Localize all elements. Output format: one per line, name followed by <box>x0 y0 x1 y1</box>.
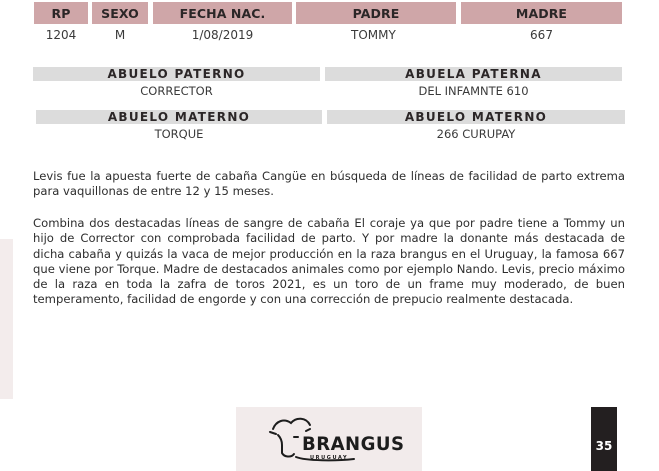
value-madre: 667 <box>530 28 553 42</box>
value-padre: TOMMY <box>351 28 396 42</box>
header-fecha-nac: FECHA NAC. <box>153 2 292 24</box>
description-paragraph-1: Levis fue la apuesta fuerte de cabaña Cangüe en búsqueda de líneas de facilidad de parto extrema para vaquillonas de entre 12 y 15 meses. <box>33 169 625 199</box>
paternal-grandmother-value: DEL INFAMNTE 610 <box>418 83 529 98</box>
maternal-grandfather-label: ABUELO MATERNO <box>36 110 322 124</box>
maternal-grandmother-value: 266 CURUPAY <box>436 126 516 141</box>
maternal-grandmother-label: ABUELO MATERNO <box>327 110 625 124</box>
decorative-side-bar <box>0 239 13 399</box>
header-padre: PADRE <box>296 2 456 24</box>
paternal-grandfather-value: CORRECTOR <box>140 83 213 98</box>
header-rp: RP <box>34 2 88 24</box>
value-rp: 1204 <box>45 28 77 42</box>
paternal-grandmother-label: ABUELA PATERNA <box>325 67 622 81</box>
header-madre: MADRE <box>461 2 622 24</box>
value-sexo: M <box>114 28 126 42</box>
paternal-grandfather-label: ABUELO PATERNO <box>33 67 320 81</box>
value-fecha-nac: 1/08/2019 <box>191 28 254 42</box>
logo-brand-text: BRANGUS <box>302 433 405 455</box>
logo-sub-text: URUGUAY <box>310 455 349 461</box>
page-number-tab <box>591 407 617 471</box>
maternal-grandfather-value: TORQUE <box>154 126 204 141</box>
header-sexo: SEXO <box>92 2 148 24</box>
page-number: 35 <box>595 439 613 453</box>
description-paragraph-2: Combina dos destacadas líneas de sangre de cabaña El coraje ya que por padre tiene a Tommy un hijo de Corrector con comprobada facilidad de parto. Y por madre la donante más destacada de dicha cabaña y quizás la vaca de mejor producción en la raza brangus en el Uruguay, la famosa 667 que viene por Torque. Madre de destacados animales como por ejemplo Nando. Levis, precio máximo de la raza en toda la zafra de toros 2021, es un toro de un frame muy moderado, de buen temperamento, facilidad de engorde y con una corrección de prepucio realmente destacada. <box>33 216 625 307</box>
